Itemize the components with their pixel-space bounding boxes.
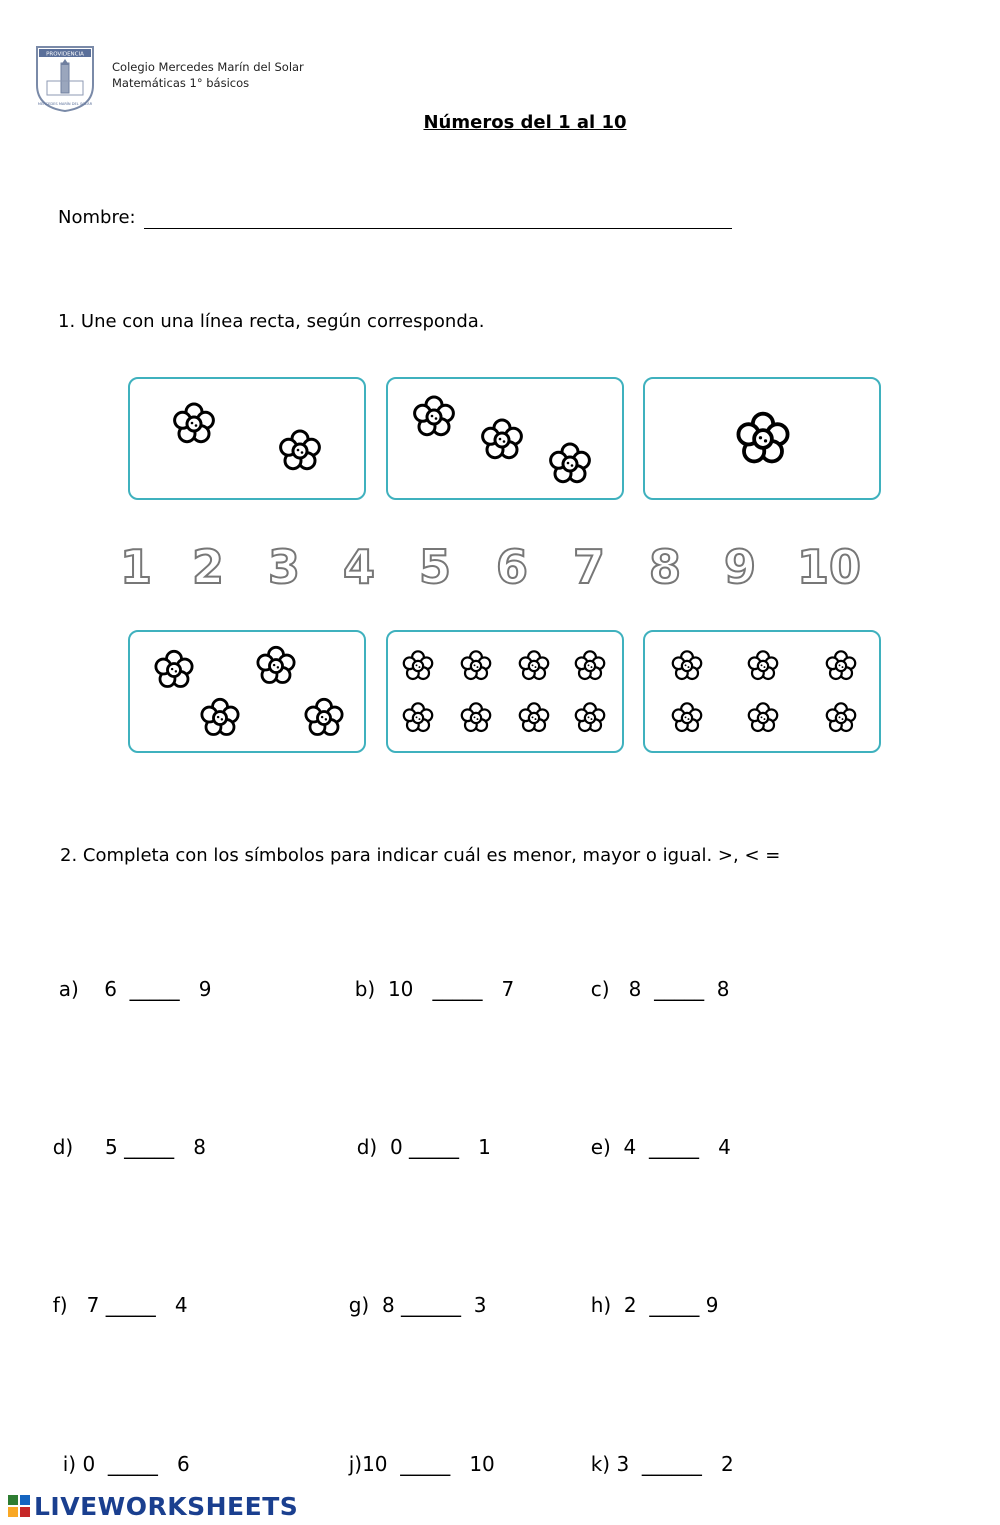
flower-icon: [404, 387, 464, 447]
flower-box-top-1[interactable]: [128, 377, 366, 500]
flower-icon: [540, 434, 600, 494]
logo-top-text: PROVIDENCIA: [46, 51, 84, 58]
number-6[interactable]: 6: [496, 540, 529, 594]
comparison-item-i: i) 0 _____ 6: [62, 1452, 190, 1476]
number-4[interactable]: 4: [343, 540, 376, 594]
comparison-item-a: a) 6 _____ 9: [58, 977, 212, 1001]
liveworksheets-logo-icon: [8, 1495, 30, 1517]
number-5[interactable]: 5: [419, 540, 452, 594]
flower-box-bottom-3[interactable]: [643, 630, 881, 753]
flower-icon: [192, 690, 248, 746]
flower-box-bottom-1[interactable]: [128, 630, 366, 753]
flower-box-bottom-2[interactable]: [386, 630, 624, 753]
flower-icon: [296, 690, 352, 746]
name-input-line[interactable]: [144, 228, 732, 229]
number-7[interactable]: 7: [573, 540, 606, 594]
flower-icon: [512, 644, 556, 688]
comparison-item-d: d) 5 _____ 8: [52, 1135, 206, 1159]
comparison-item-h: h) 2 _____ 9: [590, 1293, 719, 1317]
flower-icon: [819, 696, 863, 740]
comparison-item-e: e) 4 _____ 4: [590, 1135, 731, 1159]
question-2-prompt: 2. Completa con los símbolos para indicar cuál es menor, mayor o igual. >, < =: [60, 845, 781, 866]
answer-blank[interactable]: _____: [400, 1452, 451, 1476]
flower-icon: [270, 421, 330, 481]
flower-icon: [741, 696, 785, 740]
number-3[interactable]: 3: [268, 540, 301, 594]
answer-blank[interactable]: _____: [124, 1135, 175, 1159]
flower-icon: [472, 410, 532, 470]
answer-blank[interactable]: _____: [105, 1293, 156, 1317]
flower-box-top-2[interactable]: [386, 377, 624, 500]
school-logo-icon: [33, 45, 97, 113]
flower-box-top-3[interactable]: [643, 377, 881, 500]
flower-icon: [512, 696, 556, 740]
subject-name: Matemáticas 1° básicos: [112, 76, 250, 90]
name-label: Nombre:: [58, 207, 136, 228]
name-row: [58, 207, 136, 228]
flower-icon: [248, 638, 304, 694]
question-1-prompt: 1. Une con una línea recta, según corresponda.: [58, 311, 485, 332]
flower-icon: [665, 696, 709, 740]
number-2[interactable]: 2: [192, 540, 225, 594]
flower-icon: [396, 696, 440, 740]
comparison-item-d2: d) 0 _____ 1: [356, 1135, 491, 1159]
answer-blank[interactable]: _____: [654, 977, 705, 1001]
number-10[interactable]: 10: [797, 540, 862, 594]
number-1[interactable]: 1: [120, 540, 153, 594]
flower-icon: [725, 401, 801, 477]
answer-blank[interactable]: _____: [432, 977, 483, 1001]
answer-blank[interactable]: _____: [129, 977, 180, 1001]
number-8[interactable]: 8: [649, 540, 682, 594]
page-title: Números del 1 al 10: [423, 112, 627, 133]
comparison-item-j: j)10 _____ 10: [348, 1452, 495, 1476]
comparison-item-g: g) 8 ______ 3: [348, 1293, 487, 1317]
answer-blank[interactable]: ______: [401, 1293, 462, 1317]
answer-blank[interactable]: _____: [107, 1452, 158, 1476]
flower-icon: [819, 644, 863, 688]
flower-icon: [741, 644, 785, 688]
comparison-item-f: f) 7 _____ 4: [52, 1293, 188, 1317]
answer-blank[interactable]: _____: [409, 1135, 460, 1159]
logo-ring-text: MERCEDES MARÍN DEL SOLAR: [37, 102, 93, 106]
comparison-item-c: c) 8 _____ 8: [590, 977, 730, 1001]
comparison-item-k: k) 3 ______ 2: [590, 1452, 734, 1476]
flower-icon: [454, 696, 498, 740]
flower-icon: [568, 696, 612, 740]
flower-icon: [164, 394, 224, 454]
number-9[interactable]: 9: [724, 540, 757, 594]
flower-icon: [568, 644, 612, 688]
school-name: Colegio Mercedes Marín del Solar: [112, 60, 304, 74]
liveworksheets-brand[interactable]: LIVEWORKSHEETS: [34, 1492, 299, 1521]
answer-blank[interactable]: _____: [649, 1135, 699, 1159]
flower-icon: [454, 644, 498, 688]
answer-blank[interactable]: ______: [641, 1452, 702, 1476]
flower-icon: [396, 644, 440, 688]
answer-blank[interactable]: _____: [649, 1293, 700, 1317]
flower-icon: [665, 644, 709, 688]
comparison-item-b: b) 10 _____ 7: [354, 977, 515, 1001]
school-info: [112, 59, 304, 91]
